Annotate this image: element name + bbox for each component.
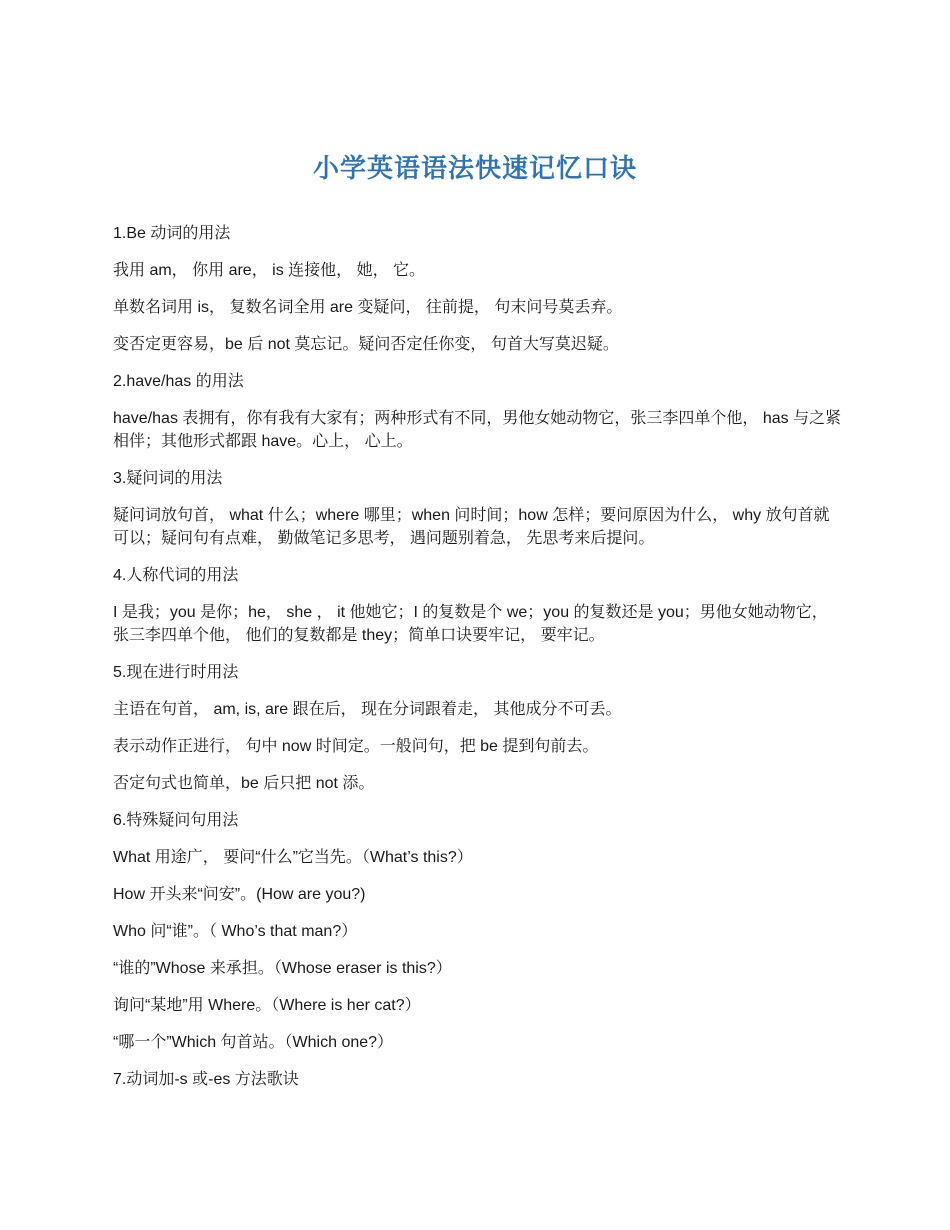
section-heading-have-has: 2.have/has 的用法: [113, 373, 244, 390]
document-body: [113, 222, 843, 1105]
section-heading-verb-s-es: 7.动词加-s 或-es 方法歌诀: [113, 1071, 299, 1088]
paragraph: 变否定更容易，be 后 not 莫忘记。疑问否定任你变， 句首大写莫迟疑。: [113, 336, 619, 353]
section-heading-be-verb: 1.Be 动词的用法: [113, 225, 231, 242]
paragraph: 疑问词放句首， what 什么；where 哪里；when 问时间；how 怎样；要问原因为什么， why 放句首就可以；疑问句有点难， 勤做笔记多思考， 遇问题别着急， 先思考来后提问。: [113, 507, 830, 547]
paragraph: I 是我；you 是你；he， she ， it 他她它；I 的复数是个 we；you 的复数还是 you；男他女她动物它， 张三李四单个他， 他们的复数都是 they；简单口诀要牢记， 要牢记。: [113, 604, 828, 644]
paragraph: 主语在句首， am, is, are 跟在后， 现在分词跟着走， 其他成分不可丢。: [113, 701, 622, 718]
paragraph: “谁的”Whose 来承担。（Whose eraser is this?）: [113, 960, 452, 977]
section-heading-question-words: 3.疑问词的用法: [113, 470, 223, 487]
paragraph: 否定句式也简单，be 后只把 not 添。: [113, 775, 375, 792]
section-heading-special-questions: 6.特殊疑问句用法: [113, 812, 239, 829]
section-heading-present-continuous: 5.现在进行时用法: [113, 664, 239, 681]
page-title: 小学英语语法快速记忆口诀: [312, 154, 637, 184]
paragraph: How 开头来“问安”。(How are you?): [113, 886, 366, 903]
paragraph: Who 问“谁”。（ Who’s that man?）: [113, 923, 358, 940]
paragraph: 单数名词用 is， 复数名词全用 are 变疑问， 往前提， 句末问号莫丢弃。: [113, 299, 623, 316]
section-heading-pronouns: 4.人称代词的用法: [113, 567, 239, 584]
paragraph: have/has 表拥有，你有我有大家有；两种形式有不同，男他女她动物它，张三李四单个他， has 与之紧相伴；其他形式都跟 have。心上， 心上。: [113, 410, 842, 450]
paragraph: What 用途广， 要问“什么”它当先。（What’s this?）: [113, 849, 473, 866]
paragraph: 我用 am， 你用 are， is 连接他， 她， 它。: [113, 262, 426, 279]
paragraph: 询问“某地”用 Where。（Where is her cat?）: [113, 997, 421, 1014]
paragraph: “哪一个”Which 句首站。（Which one?）: [113, 1034, 394, 1051]
paragraph: 表示动作正进行， 句中 now 时间定。一般问句，把 be 提到句前去。: [113, 738, 599, 755]
